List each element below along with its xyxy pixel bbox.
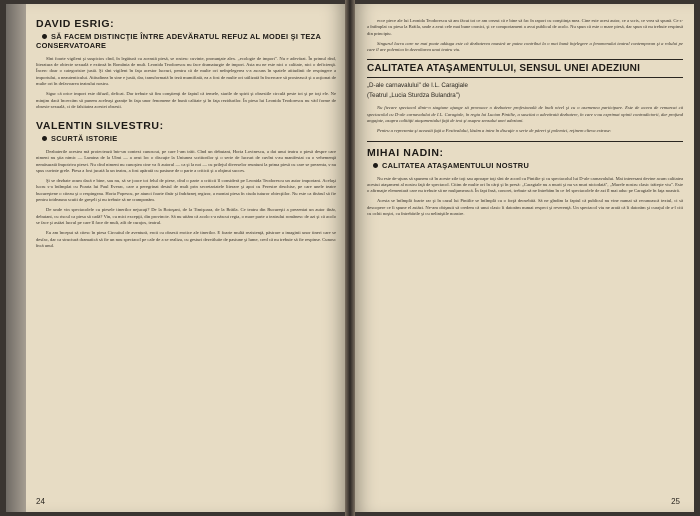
page-number: 25 (671, 497, 680, 506)
section-valentin-silvestru (36, 120, 336, 249)
section-heading (367, 162, 683, 171)
paragraph: Nu fiecare spectacol dintr-o stagiune ajunge să provoace o dezbatere profesională de înalt nivel şi cu o asemenea participare. Este de aceea de remarcat că spectacolul cu D-ale carnavalului de I.L. Caragiale, în regia lui Lucian Pintilie, a suscitat o adevărată dezbatere, în care s-au exprimat opinii contradictorii, dar profund angajate, asupra calităţii ataşamentului faţă de text şi asupra sensului unei adeziuni. (367, 105, 683, 124)
section-mihai-nadin (367, 147, 683, 218)
paragraph: De unde vin spectacolele cu piesele tinerilor nejucaţi? De la Botoşani, de la Timişoara, de la Brăila. Ce teatru din Bucureşti a prezentat un autor tînăr, debutant, cu riscul ca piesa să cadă? Vin, cu mici excepţii, din provincie. Să nu uităm că acolo s-a născut regia, o mare parte a teatrului românesc de azi şi că acolo se face şi astăzi lucrul pe care îl face de mult, atît de curajos, teatrul. (36, 207, 336, 225)
section-david-esrig (36, 18, 336, 110)
paragraph: Eu am început să citesc în piesa Circuitul de aventură, eroii cu obsesii erotice ale tinerilor. E foarte multă rezistenţă, păstrare a imaginii unor tineri care se desfac, dar ca structură dramatică să fie un nou spectacol pe cale de a se realiza, cu gesturi dezvăluite de pasiune şi lume, cred că nu trebuie să fie respinse. Cunosc încă unul. (36, 230, 336, 248)
right-page (355, 4, 694, 512)
paragraph: Sigur că orice import este difuzil, deficat. Dar trebuie să fim conştienţi de faptul că temele, starile de spirit şi obsesiile circulă peste tot şi pe toţi ele. Ne minţim dacă încercăm să punem aceleaşi granițe în faţa unor fenomene de bună calitate şi în faţa rezidurilor. În piesa lui Leonida Teodorescu nu văd forme de obsesie sexuală, ci de falsitatea acestei obsesii. (36, 91, 336, 109)
section-heading-text: CALITATEA ATAŞAMENTULUI NOSTRU (382, 160, 530, 170)
paragraph: ecce piece ale lui Leonida Teodorescu să am făcut tot ce am crezut că e bine să fac în raport cu conştiinţa mea. Cine este acest autor, ce a scris, ce vrea să spună. Ce s-a întîmplat cu piesa la Brăila, unde a avut cele mai bune cronici, şi ce comportament a avut publicul de acolo. Nu spun că este o mare piesă, dar spun că nu trebuie respinsă din principiu. (367, 18, 683, 36)
author-name: MIHAI NADIN: (367, 146, 444, 159)
paragraph: Singurul lucru care ne mai poate adăuga este că dezbaterea noastră ar putea contribui la o mai bună înţelegere a fenomenului teatral contemporan şi a rolului pe care îl are polemica în dezvoltarea unui teatru viu. (367, 40, 683, 53)
article-subtitle-theatre: (Teatrul „Lucia Sturdza Bulandra") (367, 92, 460, 100)
section-divider (367, 141, 683, 142)
left-page (6, 4, 345, 512)
author-name: DAVID ESRIG: (36, 18, 115, 30)
article-title: CALITATEA ATAŞAMENTULUI, SENSUL UNEI ADEZIUNI (367, 63, 641, 75)
article-subtitle: „D-ale carnavalului" de I.L. Caragiale (367, 82, 468, 90)
paragraph: Pentru a reprezenta şi această faţă a Festivalului, lăsăm a intra în discuţie o serie de păreri şi polemici, reţinem cîteva extrase: (377, 128, 612, 134)
section-heading (36, 135, 336, 144)
paragraph: Acesta se întîmplă foarte rar şi în cazul lui Pintilie se întîmplă cu o forţă deosebită. Să ne gîndim la faptul că publicul nu vine numai să recunoască textul, ci să descopere ce îi spune el astăzi. Ne-am obişnuit să credem că unui clasic îi datorăm numai respect şi reverenţă. Un spectacol viu ne arată că îi datorăm şi curajul de a-l citi cu ochii noştri, cu întrebările şi cu neliniştile noastre. (367, 198, 683, 217)
page-number: 24 (36, 497, 45, 506)
paragraph: Nu este de-ajuns să spunem că în aceste zile toţi sau aproape toţi sînt de acord cu Pintilie şi cu spectacolul lui D-ale carnavalului. Mai interesant devine acum calitatea acestui ataşament al nostru faţă de spectacol. Citim de multe ori în cărţi şi în presă: „Caragiale nu a murit şi nu va muri niciodată", „Marele nostru clasic trăieşte viu". Este o afirmaţie elementară care nu trebuie să ne mulţumească. În fapt însă, concret, trebuie să ne întrebăm în ce fel spectacolele de azi îl mai aduc pe Caragiale în faţa noastră. (367, 175, 683, 194)
bullet-icon (373, 163, 378, 168)
paragraph: Şi se dezbate acum dacă e bine, sau nu, să se joace tot felul de piese, cînd o parte a criticii îl consideră pe Leonida Teodorescu un autor important. Acelaşi lucru s-a întîmplat cu Poarta lui Paul Everac, care a peregrinat destul de mult prin secretariatele literare şi apoi cu Ferestre deschise, pe care unele teatre bucureştene o citeau şi o respingeau. Horia Popescu, pe atunci foarte tînăr şi îndrăzneţ regizor, a montat piesa în ciuda tuturor obiecţiilor. Nu este ca tînărul să fie pentru totdeauna scutit de greşeli şi nu trebuie să ne cramponăm. (36, 178, 336, 203)
section-heading-text: SCURTĂ ISTORIE (51, 134, 118, 144)
paragraph: Dezbaterile acestea mă proiectează într-un context cunoscut, pe care l-am trăit. Cînd un debutant, Horia Lovinescu, a dat unui teatru o piesă despre care nimeni nu ştia nimic — Lumina de la Ulmi — a avut loc o discuţie la Uniunea scriitorilor şi o serie de lucruri de cuvînt s-au manifestat cu o vehemenţă nemăsurată împotriva piesei. Nu cînd nimeni nu cunoştea cine va fi autorul — ca şi la noi — cu prilejul diverselor reuniuni la prima piesă cu care se prezenta, s-au spus cuvinte grele. Piesa a fost jucată la un teatru, a fost apărată cu pasiune de o parte a criticii şi a obţinut succes. (36, 149, 336, 173)
book-gutter (345, 0, 355, 516)
page-edge (6, 4, 26, 512)
article-title-box (367, 59, 683, 78)
right-page-content (367, 18, 683, 221)
paragraph: Sînt foarte vigilent şi suspicios cînd, în legătură cu această piesă, se rostesc cuvinte, pronunţate alex. „ecologie de import". Nu e adevărat. În primul rînd, literatura de obiecte sexuală e extinsă în România de mult. Leonida Teodorescu nu face dramaturgie de import. Asta nu ne este nici o calitate, nici o deficienţă. Încerc doar o categorisire justă. Şi sînt vigilent în faţa acestor lucruri, pentru că de multe ori neînţelegerea s-a ascuns în spatele atitudinii de respingere a importului, a neautenticului. Atitudinea în sine e justă, dar, transformată în teză mumifiată, ea a fost de multe ori utilizată în încercare să prostească şi a acţionat de multe ori în defavoarea teatrului nostru. (36, 55, 336, 86)
left-page-content (36, 18, 336, 253)
bullet-icon (42, 136, 47, 141)
bullet-icon (42, 34, 47, 39)
section-heading-text: SĂ FACEM DISTINCŢIE ÎNTRE ADEVĂRATUL REFUZ AL MODEI ŞI TEZA CONSERVATOARE (36, 32, 321, 50)
section-heading (36, 33, 336, 51)
author-name: VALENTIN SILVESTRU: (36, 120, 164, 133)
